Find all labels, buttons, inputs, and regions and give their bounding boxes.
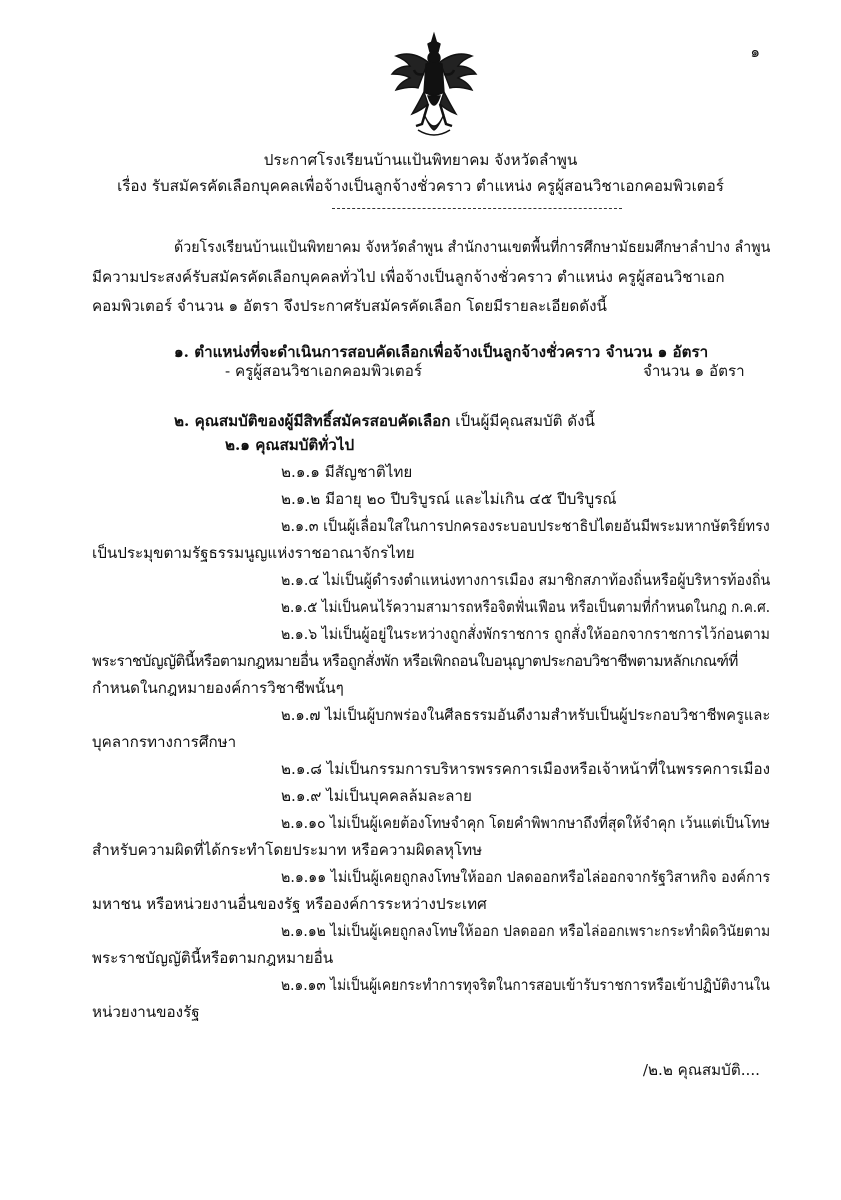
- intro-line: มีความประสงค์รับสมัครคัดเลือกบุคคลทั่วไป เพื่อจ้างเป็นลูกจ้างชั่วคราว ตำแหน่ง ครูผู้สอนวิชาเอก: [92, 268, 725, 286]
- garuda-emblem-icon: [388, 30, 480, 142]
- announcement-title: ประกาศโรงเรียนบ้านแป้นพิทยาคม จังหวัดลำพูน: [263, 151, 578, 169]
- intro-line: ด้วยโรงเรียนบ้านแป้นพิทยาคม จังหวัดลำพูน สำนักงานเขตพื้นที่การศึกษามัธยมศึกษาลำปาง ลำพูน: [174, 238, 771, 256]
- qualification-line: ๒.๑.๔ ไม่เป็นผู้ดำรงตำแหน่งทางการเมือง สมาชิกสภาท้องถิ่นหรือผู้บริหารท้องถิ่น: [281, 571, 771, 589]
- page-number: ๑: [750, 43, 760, 61]
- qualification-line: เป็นประมุขตามรัฐธรรมนูญแห่งราชอาณาจักรไทย: [92, 544, 415, 562]
- section1-heading: ๑. ตำแหน่งที่จะดำเนินการสอบคัดเลือกเพื่อจ้างเป็นลูกจ้างชั่วคราว จำนวน ๑ อัตรา: [174, 343, 709, 361]
- section2-heading-bold: ๒. คุณสมบัติของผู้มีสิทธิ์สมัครสอบคัดเลือก: [174, 412, 451, 430]
- position-item: - ครูผู้สอนวิชาเอกคอมพิวเตอร์: [225, 362, 422, 380]
- section2-heading: [174, 414, 595, 429]
- qualification-line: พระราชบัญญัตินี้หรือตามกฎหมายอื่น: [92, 949, 334, 967]
- continuation-note: /๒.๒ คุณสมบัติ....: [642, 1061, 760, 1079]
- section2-1-heading: ๒.๑ คุณสมบัติทั่วไป: [225, 436, 355, 454]
- qualification-line: ๒.๑.๑๓ ไม่เป็นผู้เคยกระทำการทุจริตในการสอบเข้ารับราชการหรือเข้าปฏิบัติงานใน: [281, 976, 770, 994]
- qualification-line: ๒.๑.๑ มีสัญชาติไทย: [281, 463, 413, 481]
- qualification-line: ๒.๑.๓ เป็นผู้เลื่อมใสในการปกครองระบอบประชาธิปไตยอันมีพระมหากษัตริย์ทรง: [281, 517, 770, 535]
- section2-heading-rest: เป็นผู้มีคุณสมบัติ ดังนี้: [450, 412, 595, 430]
- qualification-line: สำหรับความผิดที่ได้กระทำโดยประมาท หรือความผิดลหุโทษ: [92, 841, 483, 859]
- qualification-line: กำหนดในกฎหมายองค์การวิชาชีพนั้นๆ: [92, 679, 344, 697]
- qualification-line: ๒.๑.๑๐ ไม่เป็นผู้เคยต้องโทษจำคุก โดยคำพิพากษาถึงที่สุดให้จำคุก เว้นแต่เป็นโทษ: [281, 814, 770, 832]
- divider: [332, 208, 622, 209]
- qualification-line: หน่วยงานของรัฐ: [92, 1003, 200, 1021]
- qualification-line: ๒.๑.๗ ไม่เป็นผู้บกพร่องในศีลธรรมอันดีงามสำหรับเป็นผู้ประกอบวิชาชีพครูและ: [281, 706, 771, 724]
- qualification-line: ๒.๑.๕ ไม่เป็นคนไร้ความสามารถหรือจิตฟั่นเฟือน หรือเป็นตามที่กำหนดในกฎ ก.ค.ศ.: [281, 598, 771, 616]
- position-count: จำนวน ๑ อัตรา: [643, 362, 745, 380]
- announcement-subject: เรื่อง รับสมัครคัดเลือกบุคคลเพื่อจ้างเป็นลูกจ้างชั่วคราว ตำแหน่ง ครูผู้สอนวิชาเอกคอมพิวเตอร์: [117, 177, 724, 195]
- qualification-line: ๒.๑.๘ ไม่เป็นกรรมการบริหารพรรคการเมืองหรือเจ้าหน้าที่ในพรรคการเมือง: [281, 760, 770, 778]
- qualification-line: บุคลากรทางการศึกษา: [92, 733, 237, 751]
- qualification-line: ๒.๑.๑๑ ไม่เป็นผู้เคยถูกลงโทษให้ออก ปลดออกหรือไล่ออกจากรัฐวิสาหกิจ องค์การ: [281, 868, 771, 886]
- qualification-line: ๒.๑.๙ ไม่เป็นบุคคลล้มละลาย: [281, 787, 472, 805]
- qualification-line: ๒.๑.๒ มีอายุ ๒๐ ปีบริบูรณ์ และไม่เกิน ๔๕ ปีบริบูรณ์: [281, 490, 617, 508]
- qualification-line: ๒.๑.๖ ไม่เป็นผู้อยู่ในระหว่างถูกสั่งพักราชการ ถูกสั่งให้ออกจากราชการไว้ก่อนตาม: [281, 625, 770, 643]
- intro-line: คอมพิวเตอร์ จำนวน ๑ อัตรา จึงประกาศรับสมัครคัดเลือก โดยมีรายละเอียดดังนี้: [92, 297, 607, 315]
- qualification-line: พระราชบัญญัตินี้หรือตามกฎหมายอื่น หรือถูกสั่งพัก หรือเพิกถอนใบอนุญาตประกอบวิชาชีพตามหลักเกณฑ์ที่: [92, 652, 738, 670]
- qualification-line: ๒.๑.๑๒ ไม่เป็นผู้เคยถูกลงโทษให้ออก ปลดออก หรือไล่ออกเพราะกระทำผิดวินัยตาม: [281, 922, 771, 940]
- qualification-line: มหาชน หรือหน่วยงานอื่นของรัฐ หรือองค์การระหว่างประเทศ: [92, 895, 487, 913]
